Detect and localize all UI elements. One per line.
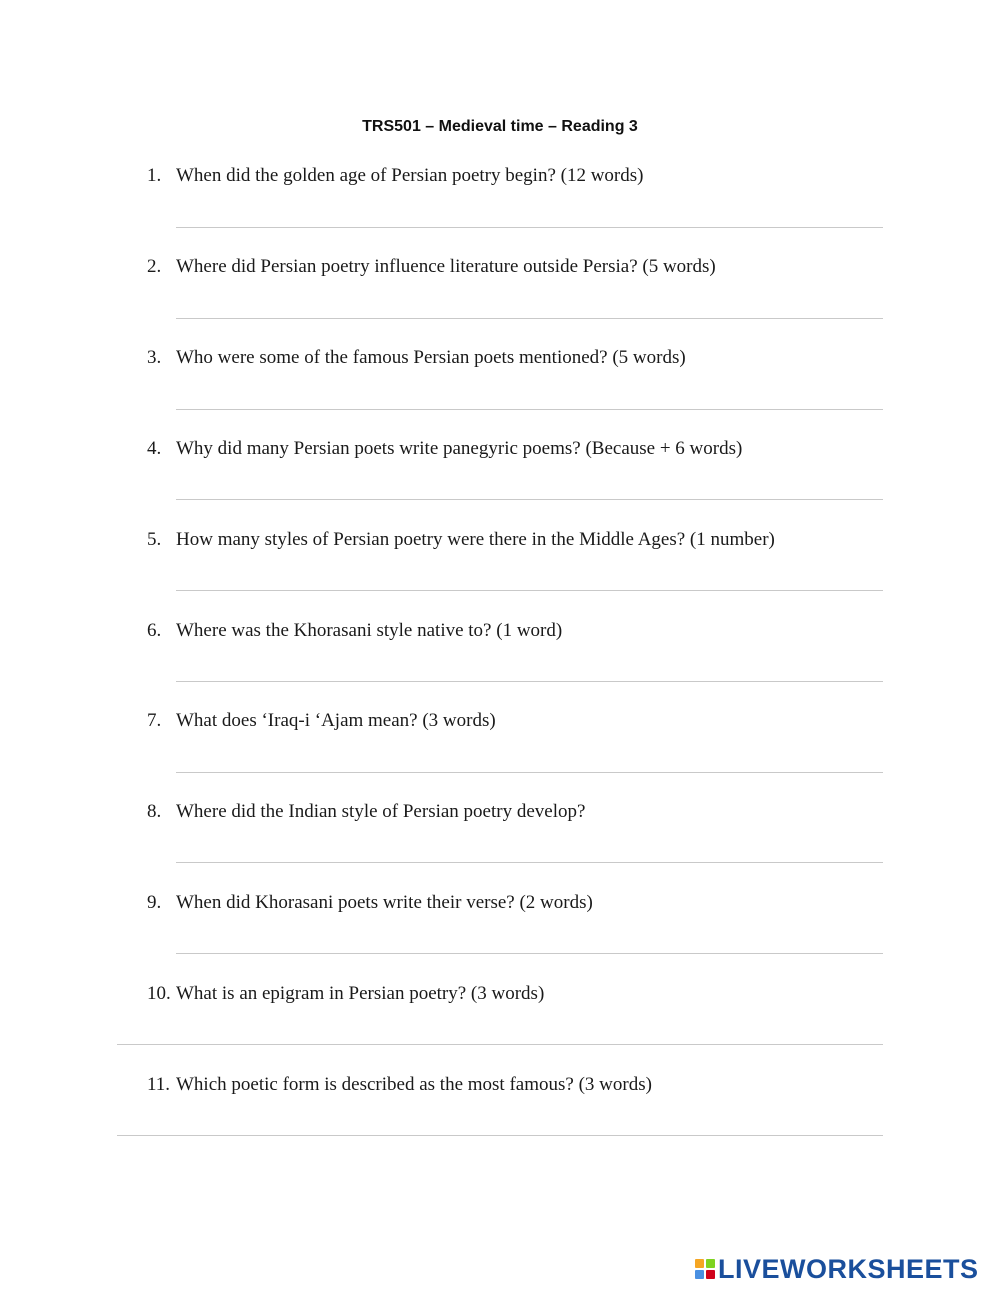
question-text: What does ‘Iraq-i ‘Ajam mean? (3 words) bbox=[176, 710, 496, 731]
question-text: Where did Persian poetry influence literature outside Persia? (5 words) bbox=[176, 256, 716, 277]
logo-square-2 bbox=[706, 1259, 715, 1268]
question-text: Why did many Persian poets write panegyric poems? (Because + 6 words) bbox=[176, 438, 743, 459]
logo-text: LIVEWORKSHEETS bbox=[718, 1253, 979, 1284]
question-number: 3. bbox=[147, 347, 162, 368]
logo-square-3 bbox=[695, 1270, 704, 1279]
question-text: Which poetic form is described as the most famous? (3 words) bbox=[176, 1074, 652, 1095]
question-text: How many styles of Persian poetry were there in the Middle Ages? (1 number) bbox=[176, 529, 775, 550]
question-number: 4. bbox=[147, 438, 162, 459]
question-text: Where was the Khorasani style native to? (1 word) bbox=[176, 620, 563, 641]
answer-line-5[interactable] bbox=[176, 590, 883, 591]
question-text: Where did the Indian style of Persian poetry develop? bbox=[176, 801, 586, 822]
answer-line-2[interactable] bbox=[176, 318, 883, 319]
question-text: Who were some of the famous Persian poets mentioned? (5 words) bbox=[176, 347, 686, 368]
liveworksheets-logo bbox=[695, 1254, 979, 1284]
question-number: 6. bbox=[147, 620, 162, 641]
answer-line-6[interactable] bbox=[176, 681, 883, 682]
question-text: When did the golden age of Persian poetry begin? (12 words) bbox=[176, 165, 644, 186]
question-text: When did Khorasani poets write their verse? (2 words) bbox=[176, 892, 593, 913]
question-number: 2. bbox=[147, 256, 162, 277]
logo-mark-icon bbox=[695, 1259, 715, 1279]
answer-line-10[interactable] bbox=[117, 1044, 883, 1045]
answer-line-3[interactable] bbox=[176, 409, 883, 410]
question-number: 9. bbox=[147, 892, 162, 913]
question-number: 7. bbox=[147, 710, 162, 731]
question-text: What is an epigram in Persian poetry? (3 words) bbox=[176, 983, 545, 1004]
answer-line-1[interactable] bbox=[176, 227, 883, 228]
answer-line-7[interactable] bbox=[176, 772, 883, 773]
question-number: 1. bbox=[147, 165, 162, 186]
answer-line-9[interactable] bbox=[176, 953, 883, 954]
question-number: 8. bbox=[147, 801, 162, 822]
worksheet-title: TRS501 – Medieval time – Reading 3 bbox=[362, 118, 638, 135]
logo-square-1 bbox=[695, 1259, 704, 1268]
answer-line-4[interactable] bbox=[176, 499, 883, 500]
question-number: 10. bbox=[147, 983, 171, 1004]
answer-line-8[interactable] bbox=[176, 862, 883, 863]
logo-square-4 bbox=[706, 1270, 715, 1279]
answer-line-11[interactable] bbox=[117, 1135, 883, 1136]
question-number: 5. bbox=[147, 529, 162, 550]
question-number: 11. bbox=[147, 1074, 171, 1095]
